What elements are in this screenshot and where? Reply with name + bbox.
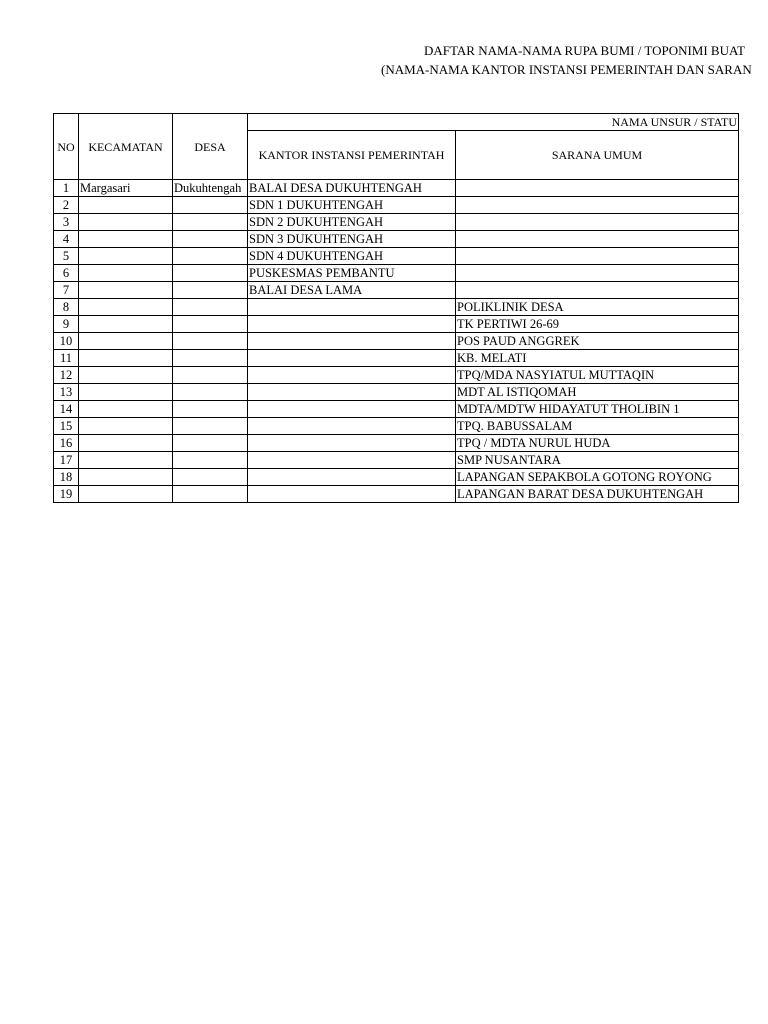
cell-kantor-instansi[interactable] — [248, 469, 456, 486]
cell-desa[interactable] — [173, 333, 248, 350]
cell-sarana-umum[interactable] — [456, 248, 739, 265]
cell-sarana-umum[interactable]: LAPANGAN BARAT DESA DUKUHTENGAH — [456, 486, 739, 503]
table-row — [54, 367, 739, 384]
cell-no[interactable]: 1 — [54, 180, 79, 197]
cell-desa[interactable] — [173, 418, 248, 435]
cell-kantor-instansi[interactable]: BALAI DESA DUKUHTENGAH — [248, 180, 456, 197]
cell-no[interactable]: 6 — [54, 265, 79, 282]
cell-sarana-umum[interactable]: TK PERTIWI 26-69 — [456, 316, 739, 333]
cell-sarana-umum[interactable]: TPQ / MDTA NURUL HUDA — [456, 435, 739, 452]
cell-desa[interactable] — [173, 214, 248, 231]
cell-desa[interactable] — [173, 316, 248, 333]
cell-sarana-umum[interactable]: SMP NUSANTARA — [456, 452, 739, 469]
table-row — [54, 350, 739, 367]
cell-kecamatan[interactable] — [79, 214, 173, 231]
header-group-nama-unsur: NAMA UNSUR / STATU — [248, 114, 739, 131]
cell-kantor-instansi[interactable] — [248, 418, 456, 435]
table-row — [54, 469, 739, 486]
cell-desa[interactable] — [173, 248, 248, 265]
cell-sarana-umum[interactable] — [456, 214, 739, 231]
cell-kantor-instansi[interactable] — [248, 401, 456, 418]
header-kecamatan: KECAMATAN — [79, 114, 173, 180]
cell-kantor-instansi[interactable] — [248, 486, 456, 503]
table-body — [54, 180, 739, 503]
cell-sarana-umum[interactable]: TPQ/MDA NASYIATUL MUTTAQIN — [456, 367, 739, 384]
cell-no[interactable]: 11 — [54, 350, 79, 367]
table-row — [54, 180, 739, 197]
cell-kantor-instansi[interactable]: SDN 4 DUKUHTENGAH — [248, 248, 456, 265]
cell-no[interactable]: 16 — [54, 435, 79, 452]
header-kantor-instansi: KANTOR INSTANSI PEMERINTAH — [248, 131, 456, 180]
cell-kantor-instansi[interactable]: SDN 2 DUKUHTENGAH — [248, 214, 456, 231]
cell-sarana-umum[interactable]: POS PAUD ANGGREK — [456, 333, 739, 350]
cell-kantor-instansi[interactable] — [248, 384, 456, 401]
table-row — [54, 452, 739, 469]
cell-no[interactable]: 5 — [54, 248, 79, 265]
cell-kecamatan[interactable] — [79, 197, 173, 214]
table-row — [54, 401, 739, 418]
header-desa: DESA — [173, 114, 248, 180]
cell-desa[interactable] — [173, 469, 248, 486]
cell-kecamatan[interactable]: Margasari — [79, 180, 173, 197]
cell-kecamatan[interactable] — [79, 469, 173, 486]
cell-sarana-umum[interactable] — [456, 197, 739, 214]
cell-desa[interactable] — [173, 282, 248, 299]
cell-kantor-instansi[interactable]: SDN 3 DUKUHTENGAH — [248, 231, 456, 248]
cell-sarana-umum[interactable]: MDT AL ISTIQOMAH — [456, 384, 739, 401]
cell-kecamatan[interactable] — [79, 350, 173, 367]
page-title: DAFTAR NAMA-NAMA RUPA BUMI / TOPONIMI BUAT — [424, 43, 745, 58]
table-row — [54, 214, 739, 231]
table-row — [54, 316, 739, 333]
cell-no[interactable]: 15 — [54, 418, 79, 435]
cell-no[interactable]: 7 — [54, 282, 79, 299]
cell-sarana-umum[interactable] — [456, 282, 739, 299]
table-row — [54, 197, 739, 214]
cell-no[interactable]: 10 — [54, 333, 79, 350]
table-row — [54, 486, 739, 503]
cell-kecamatan[interactable] — [79, 367, 173, 384]
cell-desa[interactable] — [173, 435, 248, 452]
cell-no[interactable]: 18 — [54, 469, 79, 486]
cell-desa[interactable] — [173, 384, 248, 401]
cell-kecamatan[interactable] — [79, 401, 173, 418]
cell-sarana-umum[interactable]: MDTA/MDTW HIDAYATUT THOLIBIN 1 — [456, 401, 739, 418]
cell-kantor-instansi[interactable]: PUSKESMAS PEMBANTU — [248, 265, 456, 282]
cell-no[interactable]: 9 — [54, 316, 79, 333]
cell-kecamatan[interactable] — [79, 333, 173, 350]
cell-desa[interactable]: Dukuhtengah — [173, 180, 248, 197]
cell-kecamatan[interactable] — [79, 282, 173, 299]
cell-no[interactable]: 3 — [54, 214, 79, 231]
table-row — [54, 231, 739, 248]
cell-sarana-umum[interactable] — [456, 231, 739, 248]
cell-sarana-umum[interactable]: LAPANGAN SEPAKBOLA GOTONG ROYONG — [456, 469, 739, 486]
table-row — [54, 435, 739, 452]
cell-desa[interactable] — [173, 350, 248, 367]
table-row — [54, 333, 739, 350]
cell-no[interactable]: 19 — [54, 486, 79, 503]
toponym-table — [53, 113, 739, 503]
cell-no[interactable]: 2 — [54, 197, 79, 214]
cell-kantor-instansi[interactable] — [248, 435, 456, 452]
cell-kantor-instansi[interactable] — [248, 452, 456, 469]
cell-kantor-instansi[interactable] — [248, 299, 456, 316]
cell-sarana-umum[interactable] — [456, 180, 739, 197]
cell-kecamatan[interactable] — [79, 486, 173, 503]
cell-desa[interactable] — [173, 401, 248, 418]
cell-desa[interactable] — [173, 452, 248, 469]
cell-desa[interactable] — [173, 231, 248, 248]
cell-sarana-umum[interactable]: POLIKLINIK DESA — [456, 299, 739, 316]
cell-no[interactable]: 17 — [54, 452, 79, 469]
cell-no[interactable]: 8 — [54, 299, 79, 316]
cell-kecamatan[interactable] — [79, 231, 173, 248]
cell-kantor-instansi[interactable] — [248, 316, 456, 333]
header-no: NO — [54, 114, 79, 180]
cell-desa[interactable] — [173, 486, 248, 503]
table-row — [54, 248, 739, 265]
cell-kecamatan[interactable] — [79, 299, 173, 316]
cell-kantor-instansi[interactable]: BALAI DESA LAMA — [248, 282, 456, 299]
cell-kecamatan[interactable] — [79, 418, 173, 435]
cell-sarana-umum[interactable]: KB. MELATI — [456, 350, 739, 367]
header-sarana-umum: SARANA UMUM — [456, 131, 739, 180]
cell-desa[interactable] — [173, 367, 248, 384]
cell-no[interactable]: 4 — [54, 231, 79, 248]
cell-desa[interactable] — [173, 265, 248, 282]
cell-kecamatan[interactable] — [79, 452, 173, 469]
cell-no[interactable]: 14 — [54, 401, 79, 418]
cell-desa[interactable] — [173, 299, 248, 316]
cell-kecamatan[interactable] — [79, 265, 173, 282]
cell-kantor-instansi[interactable] — [248, 367, 456, 384]
cell-kantor-instansi[interactable] — [248, 350, 456, 367]
cell-no[interactable]: 12 — [54, 367, 79, 384]
cell-kantor-instansi[interactable]: SDN 1 DUKUHTENGAH — [248, 197, 456, 214]
page-subtitle: (NAMA-NAMA KANTOR INSTANSI PEMERINTAH DAN SARAN — [381, 62, 752, 77]
cell-desa[interactable] — [173, 197, 248, 214]
cell-kecamatan[interactable] — [79, 316, 173, 333]
table-row — [54, 384, 739, 401]
table-row — [54, 418, 739, 435]
cell-sarana-umum[interactable] — [456, 265, 739, 282]
cell-kecamatan[interactable] — [79, 435, 173, 452]
table-row — [54, 282, 739, 299]
cell-kecamatan[interactable] — [79, 248, 173, 265]
table-row — [54, 299, 739, 316]
table-row — [54, 265, 739, 282]
cell-kantor-instansi[interactable] — [248, 333, 456, 350]
cell-kecamatan[interactable] — [79, 384, 173, 401]
cell-sarana-umum[interactable]: TPQ. BABUSSALAM — [456, 418, 739, 435]
cell-no[interactable]: 13 — [54, 384, 79, 401]
